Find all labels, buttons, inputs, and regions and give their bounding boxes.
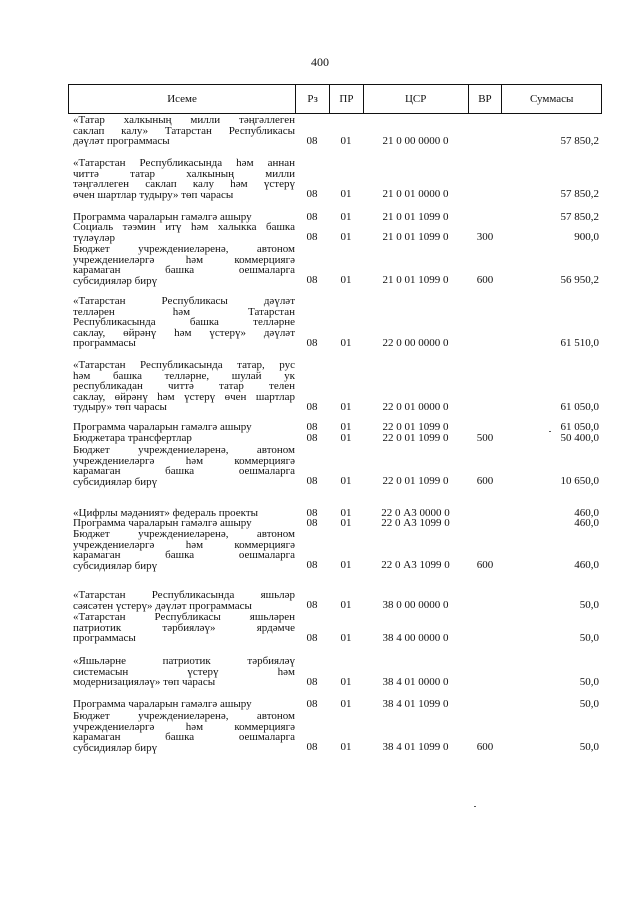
row-sum: 57 850,2	[560, 134, 599, 147]
table-row	[68, 360, 602, 413]
row-sum: 50,0	[579, 675, 599, 688]
row-name-line: өчен шартлар тудыру» төп чарасы	[73, 188, 234, 201]
row-name-line: Республикасында башка телләрне	[73, 316, 295, 328]
row-rz: 08	[306, 741, 318, 753]
row-rz: 08	[306, 336, 318, 349]
row-name-line: программасы	[73, 337, 136, 349]
row-rz: 08	[306, 420, 318, 433]
row-name	[73, 360, 295, 413]
row-rz: 08	[306, 274, 318, 286]
table-row	[68, 518, 602, 529]
row-csr: 22 0 01 0000 0	[382, 400, 449, 413]
row-name-line: модернизацияләү» төп чарасы	[73, 676, 216, 688]
row-name-line: «Татарстан Республикасында һәм аннан	[73, 157, 295, 169]
row-name-line: Бюджет учреждениеләренә, автоном	[73, 444, 295, 456]
row-pr: 01	[340, 741, 352, 753]
table-row	[68, 422, 602, 433]
row-name	[73, 518, 295, 529]
row-name	[73, 422, 295, 433]
row-sum: 50,0	[579, 697, 599, 710]
row-name-line: «Цифрлы мәдәният» федераль проекты	[73, 507, 259, 519]
row-name-line: Бюджет учреждениеләренә, автоном	[73, 710, 295, 722]
row-pr: 01	[340, 134, 352, 147]
table-row	[68, 445, 602, 487]
row-sum: 900,0	[574, 231, 599, 243]
row-name	[73, 656, 295, 688]
table-row	[68, 711, 602, 753]
row-rz: 08	[306, 599, 318, 611]
row-csr: 38 4 01 1099 0	[382, 697, 449, 710]
row-name	[73, 590, 295, 611]
row-name	[73, 433, 295, 444]
row-name-line: Программа чараларын гамәлгә ашыру	[73, 698, 252, 710]
row-sum: 56 950,2	[560, 274, 599, 286]
column-header-sum: Суммасы	[501, 85, 601, 113]
row-pr: 01	[340, 631, 352, 644]
table-row	[68, 222, 602, 243]
row-name-line: саклап калу» Татарстан Республикасы	[73, 124, 295, 137]
column-header-rz: Рз	[295, 85, 329, 113]
row-pr: 01	[340, 431, 352, 444]
row-vr: 600	[476, 475, 494, 487]
row-name-line: учреждениеләргә һәм коммерциягә	[73, 538, 295, 551]
row-name-line: Бюджет учреждениеләренә, автоном	[73, 243, 295, 255]
row-pr: 01	[340, 336, 352, 349]
scan-speck	[474, 806, 476, 807]
row-csr: 21 0 00 0000 0	[382, 134, 449, 147]
table-row	[68, 433, 602, 444]
row-sum: 50,0	[579, 631, 599, 644]
row-name-line: карамаган башка оешмаларга	[73, 549, 295, 561]
row-name-line: карамаган башка оешмаларга	[73, 264, 295, 276]
row-name-line: саклау, өйрәнү һәм үстерү» дәүләт	[73, 326, 295, 339]
row-sum: 460,0	[574, 516, 599, 529]
table-row	[68, 590, 602, 611]
row-rz: 08	[306, 675, 318, 688]
row-csr: 22 0 01 1099 0	[382, 431, 449, 444]
row-pr: 01	[340, 675, 352, 688]
table-header	[68, 84, 602, 114]
row-rz: 08	[306, 188, 318, 200]
column-header-vr: ВР	[468, 85, 502, 113]
row-vr: 500	[476, 431, 494, 444]
row-csr: 22 0 А3 1099 0	[381, 516, 450, 529]
row-name	[73, 445, 295, 487]
row-name	[73, 529, 295, 571]
row-pr: 01	[340, 506, 352, 519]
row-csr: 21 0 01 1099 0	[382, 210, 449, 223]
row-sum: 61 050,0	[560, 420, 599, 433]
row-name-line: «Яшьләрне патриотик тәрбияләү	[73, 655, 295, 667]
row-rz: 08	[306, 210, 318, 223]
page-number: 400	[311, 55, 329, 69]
row-name	[73, 115, 295, 147]
row-rz: 08	[306, 431, 318, 444]
row-name-line: учреждениеләргә һәм коммерциягә	[73, 720, 295, 733]
row-name	[73, 699, 295, 710]
table-row	[68, 296, 602, 349]
row-rz: 08	[306, 134, 318, 147]
row-name-line: читтә татар халкының милли	[73, 167, 295, 180]
row-name	[73, 158, 295, 200]
row-name	[73, 711, 295, 753]
column-header-csr: ЦСР	[363, 85, 468, 113]
row-name	[73, 222, 295, 243]
row-rz: 08	[306, 631, 318, 644]
row-csr: 21 0 01 0000 0	[382, 188, 449, 200]
row-sum: 50,0	[579, 599, 599, 611]
row-pr: 01	[340, 210, 352, 223]
row-csr: 38 4 00 0000 0	[382, 631, 449, 644]
row-name-line: Программа чараларын гамәлгә ашыру	[73, 517, 252, 529]
row-name-line: «Татар халкының милли тәңгәллеген	[73, 114, 295, 126]
row-rz: 08	[306, 516, 318, 529]
row-rz: 08	[306, 231, 318, 243]
row-pr: 01	[340, 516, 352, 529]
row-csr: 22 0 А3 0000 0	[381, 506, 450, 519]
row-rz: 08	[306, 559, 318, 571]
row-pr: 01	[340, 475, 352, 487]
row-rz: 08	[306, 697, 318, 710]
row-name-line: карамаган башка оешмаларга	[73, 731, 295, 743]
row-name-line: Социаль тәэмин итү һәм халыкка башка	[73, 221, 295, 233]
row-name-line: учреждениеләргә һәм коммерциягә	[73, 454, 295, 467]
row-pr: 01	[340, 697, 352, 710]
column-header-name: Исеме	[167, 93, 197, 105]
row-csr: 38 0 00 0000 0	[382, 599, 449, 611]
row-name-line: тудыру» төп чарасы	[73, 401, 167, 413]
row-name-line: «Татарстан Республикасы дәүләт	[73, 295, 295, 307]
table-row	[68, 244, 602, 286]
row-csr: 22 0 00 0000 0	[382, 336, 449, 349]
row-sum: 50,0	[579, 741, 599, 753]
row-pr: 01	[340, 599, 352, 611]
row-pr: 01	[340, 231, 352, 243]
row-name-line: саклау, өйрәнү һәм үстерү өчен шартлар	[73, 390, 295, 403]
row-name	[73, 244, 295, 286]
scan-speck	[549, 431, 551, 432]
table-row	[68, 612, 602, 644]
row-rz: 08	[306, 475, 318, 487]
row-name	[73, 612, 295, 644]
row-csr: 21 0 01 1099 0	[382, 231, 449, 243]
row-name-line: «Татарстан Республикасында татар, рус	[73, 359, 295, 371]
row-csr: 38 4 01 0000 0	[382, 675, 449, 688]
row-name-line: субсидияләр бирү	[73, 274, 158, 287]
row-name-line: Бюджетара трансфертлар	[73, 432, 192, 444]
row-pr: 01	[340, 274, 352, 286]
row-name-line: субсидияләр бирү	[73, 475, 158, 488]
row-name-line: субсидияләр бирү	[73, 559, 158, 572]
row-name-line: сәясәтен үстерү» дәүләт программасы	[73, 599, 252, 612]
row-name-line: республикадан читтә татар телен	[73, 380, 295, 392]
row-csr: 22 0 01 1099 0	[382, 475, 449, 487]
row-name-line: патриотик тәрбияләү» ярдәмче	[73, 621, 295, 634]
row-name-line: тәңгәллеген саклап калу һәм үстерү	[73, 178, 295, 190]
row-vr: 600	[476, 274, 494, 286]
row-sum: 61 510,0	[560, 336, 599, 349]
table-row	[68, 699, 602, 710]
row-name-line: субсидияләр бирү	[73, 741, 158, 754]
row-pr: 01	[340, 400, 352, 413]
row-name-line: «Татарстан Республикасы яшьләрен	[73, 611, 295, 623]
row-sum: 460,0	[574, 559, 599, 571]
row-csr: 22 0 А3 1099 0	[381, 559, 450, 571]
row-sum: 460,0	[574, 506, 599, 519]
row-csr: 38 4 01 1099 0	[382, 741, 449, 753]
row-name-line: һәм башка телләрне, шулай ук	[73, 369, 295, 382]
row-name-line: Программа чараларын гамәлгә ашыру	[73, 211, 252, 223]
row-name-line: телләрен һәм Татарстан	[73, 305, 295, 318]
row-vr: 300	[476, 231, 494, 243]
row-name-line: Бюджет учреждениеләренә, автоном	[73, 528, 295, 540]
row-sum: 61 050,0	[560, 400, 599, 413]
row-pr: 01	[340, 559, 352, 571]
row-sum: 57 850,2	[560, 210, 599, 223]
row-name-line: программасы	[73, 632, 136, 644]
row-name-line: системасын үстерү һәм	[73, 665, 295, 678]
row-name-line: учреждениеләргә һәм коммерциягә	[73, 253, 295, 266]
column-header-pr: ПР	[329, 85, 363, 113]
row-csr: 21 0 01 1099 0	[382, 274, 449, 286]
row-vr: 600	[476, 559, 494, 571]
row-pr: 01	[340, 420, 352, 433]
row-name-line: Программа чараларын гамәлгә ашыру	[73, 421, 252, 433]
table-row	[68, 115, 602, 147]
row-name	[73, 296, 295, 349]
row-vr: 600	[476, 741, 494, 753]
row-rz: 08	[306, 400, 318, 413]
table-row	[68, 158, 602, 200]
row-sum: 57 850,2	[560, 188, 599, 200]
row-name-line: «Татарстан Республикасында яшьләр	[73, 589, 295, 601]
row-csr: 22 0 01 1099 0	[382, 420, 449, 433]
table-row	[68, 529, 602, 571]
row-sum: 10 650,0	[560, 475, 599, 487]
row-rz: 08	[306, 506, 318, 519]
row-name-line: карамаган башка оешмаларга	[73, 465, 295, 477]
row-name-line: түләүләр	[73, 231, 116, 244]
row-sum: 50 400,0	[560, 431, 599, 444]
table-row	[68, 656, 602, 688]
row-name-line: дәүләт программасы	[73, 135, 170, 147]
row-pr: 01	[340, 188, 352, 200]
